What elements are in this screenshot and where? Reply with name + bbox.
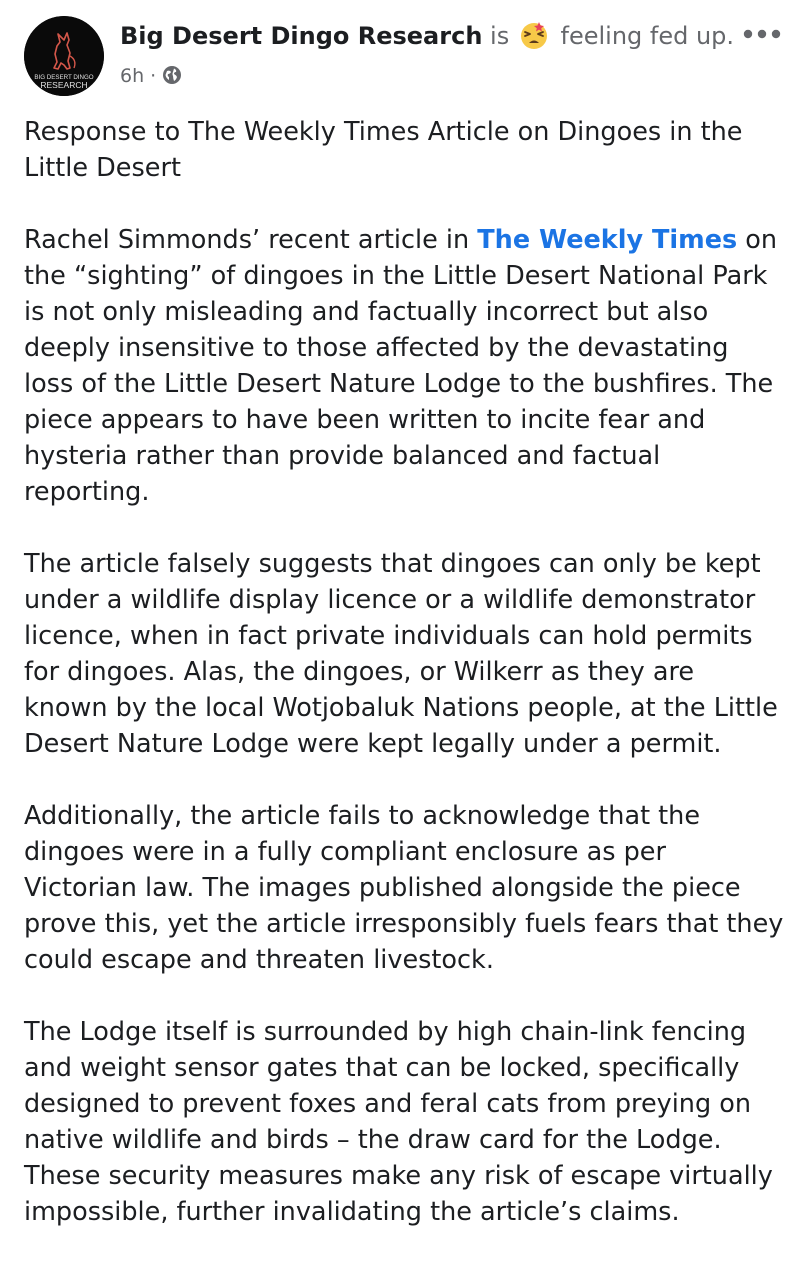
post-title: Response to The Weekly Times Article on Dingoes in the Little Desert [24,117,743,183]
page-name-link[interactable]: Big Desert Dingo Research [120,22,483,50]
meta-separator: · [150,65,157,87]
feeling-text: feeling fed up. [560,22,735,50]
post-timestamp[interactable]: 6h [120,65,145,87]
feeling-prefix: is [490,22,510,50]
globe-icon[interactable] [162,65,182,85]
dingo-logo-icon [24,16,104,96]
paragraph-1-intro: Rachel Simmonds’ recent article in [24,225,478,255]
post-body [24,114,784,1266]
post-paragraph-3: Additionally, the article fails to acknowledge that the dingoes were in a fully compliant enclosure as per Victorian law. The images published alongside the piece prove this, yet the article irresponsibly fuels fears that they could escape and threaten livestock. [24,801,784,975]
avatar[interactable] [24,16,104,96]
more-options-button[interactable] [740,22,784,46]
post-header [24,16,784,96]
tired-face-emoji-icon [519,20,549,50]
post-paragraph-1 [24,222,784,510]
paragraph-1-rest: on the “sighting” of dingoes in the Little Desert National Park is not only misleading and factually incorrect but also deeply insensitive to those affected by the devastating loss of the Little Desert Nature Lodge to the bushfires. The piece appears to have been written to incite fear and hysteria rather than provide balanced and factual reporting. [24,225,778,507]
post-paragraph-4: The Lodge itself is surrounded by high chain-link fencing and weight sensor gates that can be locked, specifically designed to prevent foxes and feral cats from preying on native wildlife and birds – the draw card for the Lodge. These security measures make any risk of escape virtually impossible, further invalidating the article’s claims. [24,1017,773,1227]
post-meta [120,62,182,90]
more-options-icon [740,22,784,46]
post-author-line [120,18,734,54]
post-paragraph-2: The article falsely suggests that dingoes can only be kept under a wildlife display licence or a wildlife demonstrator licence, when in fact private individuals can hold permits for dingoes. Alas, the dingoes, or Wilkerr as they are known by the local Wotjobaluk Nations people, at the Little Desert Nature Lodge were kept legally under a permit. [24,549,778,759]
weekly-times-link[interactable]: The Weekly Times [477,225,738,255]
avatar-text-line2: RESEARCH [40,80,88,90]
avatar-text-line1: BIG DESERT DINGO [34,74,94,81]
